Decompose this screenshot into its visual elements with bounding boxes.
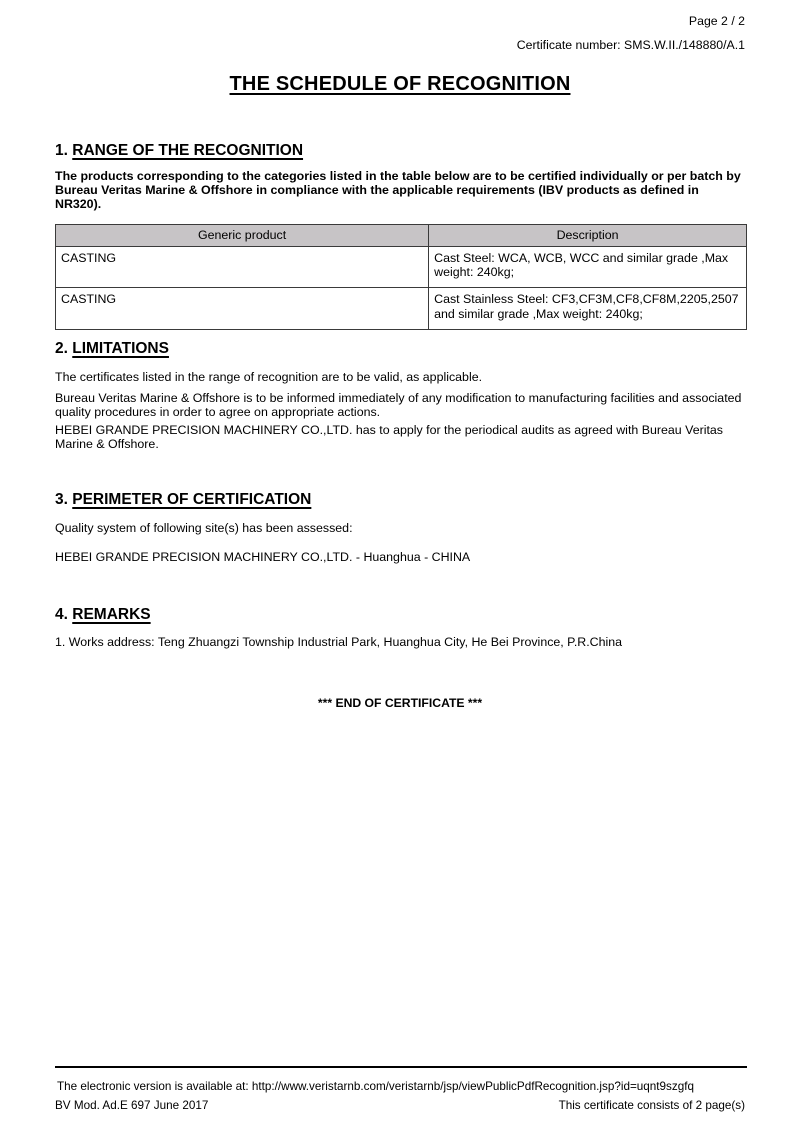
column-header-generic-product: Generic product: [56, 225, 429, 247]
section-heading-label: LIMITATIONS: [72, 340, 169, 357]
footer-page-count-note: This certificate consists of 2 page(s): [558, 1099, 745, 1112]
table-row: [56, 247, 747, 288]
footer-form-reference: BV Mod. Ad.E 697 June 2017: [55, 1099, 209, 1112]
section-heading-perimeter: [55, 491, 311, 509]
section-number: 3.: [55, 491, 68, 508]
page-number: Page 2 / 2: [688, 14, 745, 28]
perimeter-paragraph: Quality system of following site(s) has been assessed:: [55, 521, 353, 535]
section-number: 4.: [55, 606, 68, 623]
limitations-paragraph: HEBEI GRANDE PRECISION MACHINERY CO.,LTD. has to apply for the periodical audits as agreed with Bureau Veritas Marine & Offshore.: [55, 423, 723, 451]
cell-generic-product: CASTING: [56, 247, 429, 288]
section-heading-limitations: [55, 340, 169, 358]
section-number: 1.: [55, 142, 68, 159]
footer-electronic-version: The electronic version is available at: http://www.veristarnb.com/veristarnb/jsp/viewPublicPdfRecognition.jsp?id=uqnt9szgfq: [57, 1080, 694, 1093]
table-row: [56, 288, 747, 329]
perimeter-site-line: HEBEI GRANDE PRECISION MACHINERY CO.,LTD. - Huanghua - CHINA: [55, 550, 471, 564]
section-heading-label: REMARKS: [72, 606, 151, 623]
section-heading-range: [55, 142, 303, 160]
products-table: [55, 224, 747, 330]
end-of-certificate-marker: *** END OF CERTIFICATE ***: [317, 696, 483, 710]
cell-generic-product: CASTING: [56, 288, 429, 329]
limitations-paragraph: The certificates listed in the range of recognition are to be valid, as applicable.: [55, 370, 483, 384]
column-header-description: Description: [429, 225, 747, 247]
document-title: THE SCHEDULE OF RECOGNITION: [229, 73, 571, 95]
limitations-paragraph: Bureau Veritas Marine & Offshore is to be informed immediately of any modification to manufacturing facilities and associated quality procedures in order to agree on appropriate actions.: [55, 391, 742, 419]
table-header-row: [56, 225, 747, 247]
certificate-number: Certificate number: SMS.W.II./148880/A.1: [516, 38, 745, 52]
footer-divider: [55, 1066, 747, 1068]
section-heading-remarks: [55, 606, 151, 624]
cell-description: Cast Stainless Steel: CF3,CF3M,CF8,CF8M,2205,2507 and similar grade ,Max weight: 240kg;: [429, 288, 747, 329]
section-number: 2.: [55, 340, 68, 357]
cell-description: Cast Steel: WCA, WCB, WCC and similar grade ,Max weight: 240kg;: [429, 247, 747, 288]
section-heading-label: RANGE OF THE RECOGNITION: [72, 142, 304, 159]
section-heading-label: PERIMETER OF CERTIFICATION: [72, 491, 312, 508]
remarks-paragraph: 1. Works address: Teng Zhuangzi Township Industrial Park, Huanghua City, He Bei Province, P.R.China: [55, 635, 623, 649]
range-intro-paragraph: The products corresponding to the categories listed in the table below are to be certified individually or per batch by Bureau Veritas Marine & Offshore in compliance with the applicable requirements (IBV products as defined in NR320).: [55, 169, 741, 211]
